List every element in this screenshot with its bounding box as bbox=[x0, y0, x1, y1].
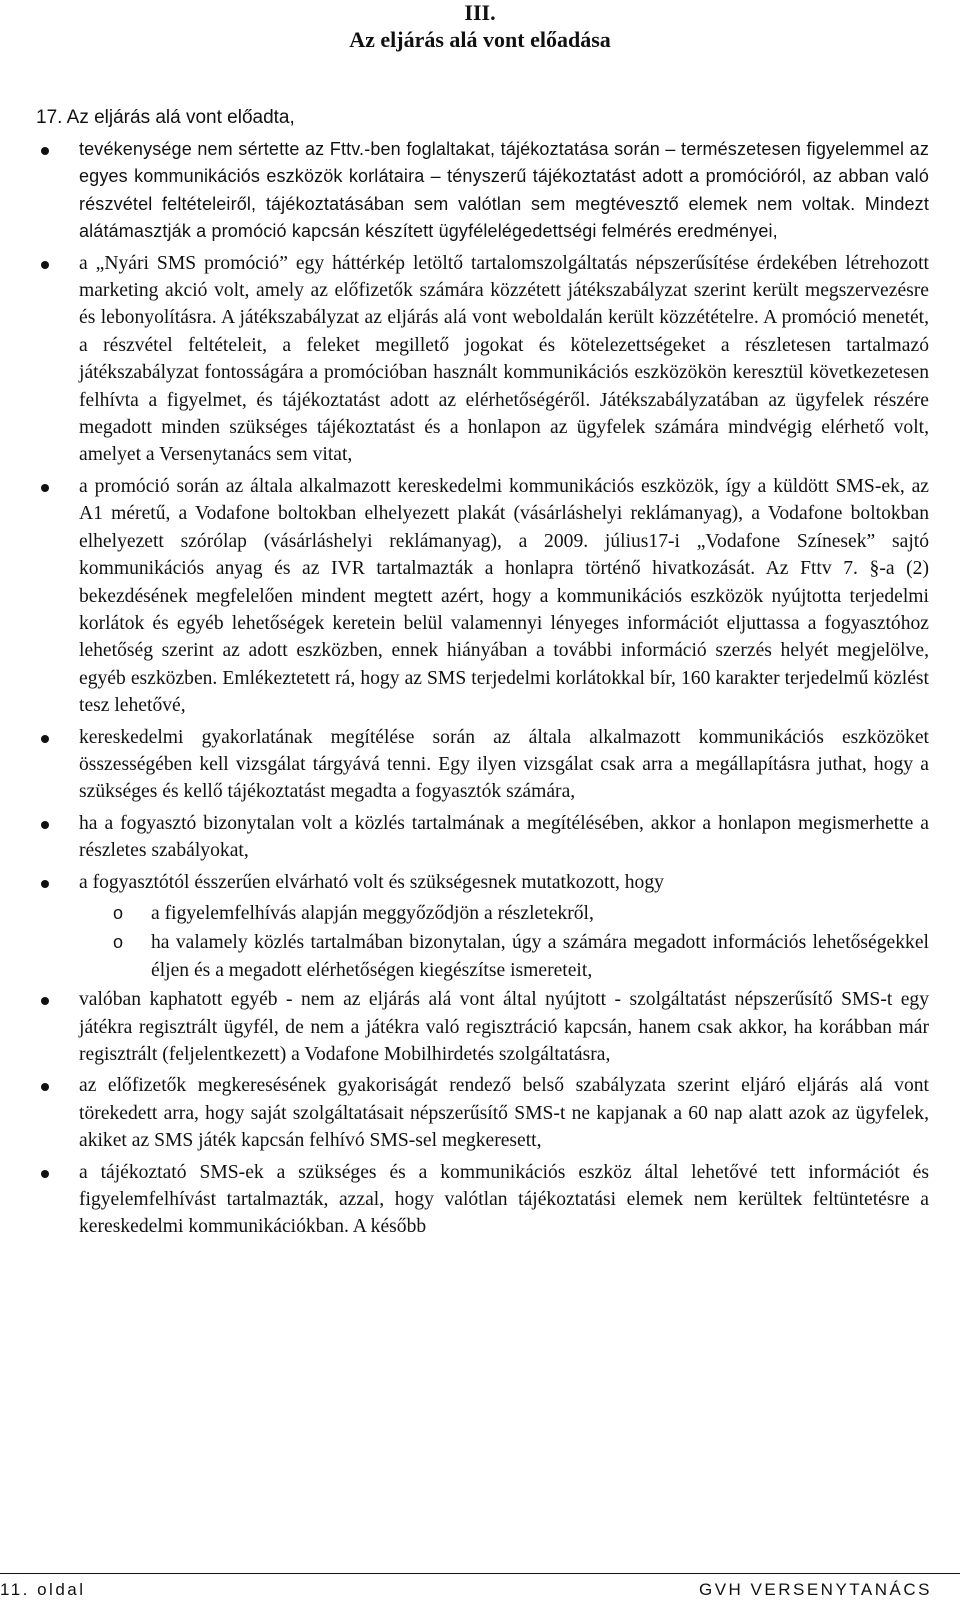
list-item: tevékenysége nem sértette az Fttv.-ben foglaltakat, tájékoztatása során – természetesen figyelemmel az egyes kommunikációs eszközök korlátaira – tényszerű tájékoztatást adott a promócióról, az abban való részvétel feltételeiről, tájékoztatásában sem valótlan sem megtévesztő elemek nem voltak. Mindezt alátámasztják a promóció kapcsán készített ügyfélelégedettségi felmérés eredményei, bbox=[79, 136, 929, 246]
footer-divider bbox=[0, 1573, 960, 1574]
sub-list-item-text: ha valamely közlés tartalmában bizonytalan, úgy a számára megadott információs lehetőségekkel éljen és a megadott elérhetőségen kiegészítse ismereteit, bbox=[151, 932, 929, 981]
sub-bullet-marker: o bbox=[113, 932, 124, 953]
sub-list-item bbox=[113, 929, 929, 984]
list-item: a „Nyári SMS promóció” egy háttérkép letöltő tartalomszolgáltatás népszerűsítése érdekében létrehozott marketing akció volt, amely az előfizetők számára közzétett játékszabályzat szerint került megszervezésre és lebonyolításra. A játékszabályzat az eljárás alá vont weboldalán került közzétételre. A promóció menetét, a részvétel feltételeit, a feleket megillető jogokat és kötelezettségeket a részletesen tartalmazó játékszabályzat fontosságára a promócióban használt kommunikációs eszközökön keresztül következetesen felhívta a figyelmet, és tájékoztatást adott az elérhetőségéről. Játékszabályzatában az ügyfelek részére megadott minden szükséges tájékoztatást és a honlapon az ügyfelek számára mindvégig elérhető volt, amelyet a Versenytanács sem vitat, bbox=[79, 250, 929, 469]
list-item: a tájékoztató SMS-ek a szükséges és a kommunikációs eszköz által lehetővé tett információt és figyelemfelhívást tartalmazták, azzal, hogy valótlan tájékoztatási elemek nem kerültek feltüntetésre a kereskedelmi kommunikációkban. A később bbox=[79, 1159, 929, 1241]
sub-list-item bbox=[113, 900, 929, 927]
sub-list-item-text: a figyelemfelhívás alapján meggyőződjön a részletekről, bbox=[151, 902, 594, 924]
bullet-list bbox=[79, 136, 929, 1245]
list-item: a fogyasztótól ésszerűen elvárható volt és szükségesnek mutatkozott, hogy bbox=[79, 869, 929, 896]
chapter-number: III. bbox=[464, 0, 496, 25]
list-item: ha a fogyasztó bizonytalan volt a közlés tartalmának a megítélésében, akkor a honlapon megismerhette a részletes szabályokat, bbox=[79, 810, 929, 865]
list-item: a promóció során az általa alkalmazott kereskedelmi kommunikációs eszközök, így a küldött SMS-ek, az A1 méretű, a Vodafone boltokban elhelyezett plakát (vásárláshelyi reklámanyag), a Vodafone boltokban elhelyezett szórólap (vásárláshelyi reklámanyag), a 2009. július17-i „Vodafone Színesek” sajtó kommunikációs anyag és az IVR tartalmazták a honlapra történő hivatkozását. Az Fttv 7. §-a (2) bekezdésének megfelelően mindent megtett azért, hogy a kommunikációs eszközök nyújtotta terjedelmi korlátok és egyéb lehetőségek keretein belül valamennyi lényeges információt eljuttassa a fogyasztóhoz lehetőség szerint az adott eszközben, ennek hiányában a további információ szerzés helyét megjelölve, egyéb eszközben. Emlékeztetett rá, hogy az SMS terjedelmi korlátokkal bír, 160 karakter terjedelmű közlést tesz lehetővé, bbox=[79, 473, 929, 720]
page-number: 11. oldal bbox=[0, 1580, 86, 1599]
list-item: az előfizetők megkeresésének gyakoriságát rendező belső szabályzata szerint eljáró eljárás alá vont törekedett arra, hogy saját szolgáltatásait népszerűsítő SMS-t ne kapjanak a 60 nap alatt azok az ügyfelek, akiket az SMS játék kapcsán felhívó SMS-sel megkeresett, bbox=[79, 1072, 929, 1154]
sub-bullet-marker: o bbox=[113, 902, 124, 923]
organization-name: GVH VERSENYTANÁCS bbox=[698, 1580, 932, 1599]
chapter-title: Az eljárás alá vont előadása bbox=[349, 27, 611, 52]
numbered-paragraph-17: 17. Az eljárás alá vont előadta, bbox=[36, 107, 295, 128]
list-item: valóban kaphatott egyéb - nem az eljárás alá vont által nyújtott - szolgáltatást népszerűsítő SMS-t egy játékra regisztrált ügyfél, de nem a játékra való regisztráció kapcsán, hanem csak akkor, ha korábban már regisztrált (feljelentkezett) a Vodafone Mobilhirdetés szolgáltatásra, bbox=[79, 986, 929, 1068]
list-item: kereskedelmi gyakorlatának megítélése során az általa alkalmazott kommunikációs eszközöket összességében kell vizsgálat tárgyává tenni. Egy ilyen vizsgálat csak arra a megállapításra juthat, hogy a szükséges és kellő tájékoztatást megadta a fogyasztók számára, bbox=[79, 724, 929, 806]
